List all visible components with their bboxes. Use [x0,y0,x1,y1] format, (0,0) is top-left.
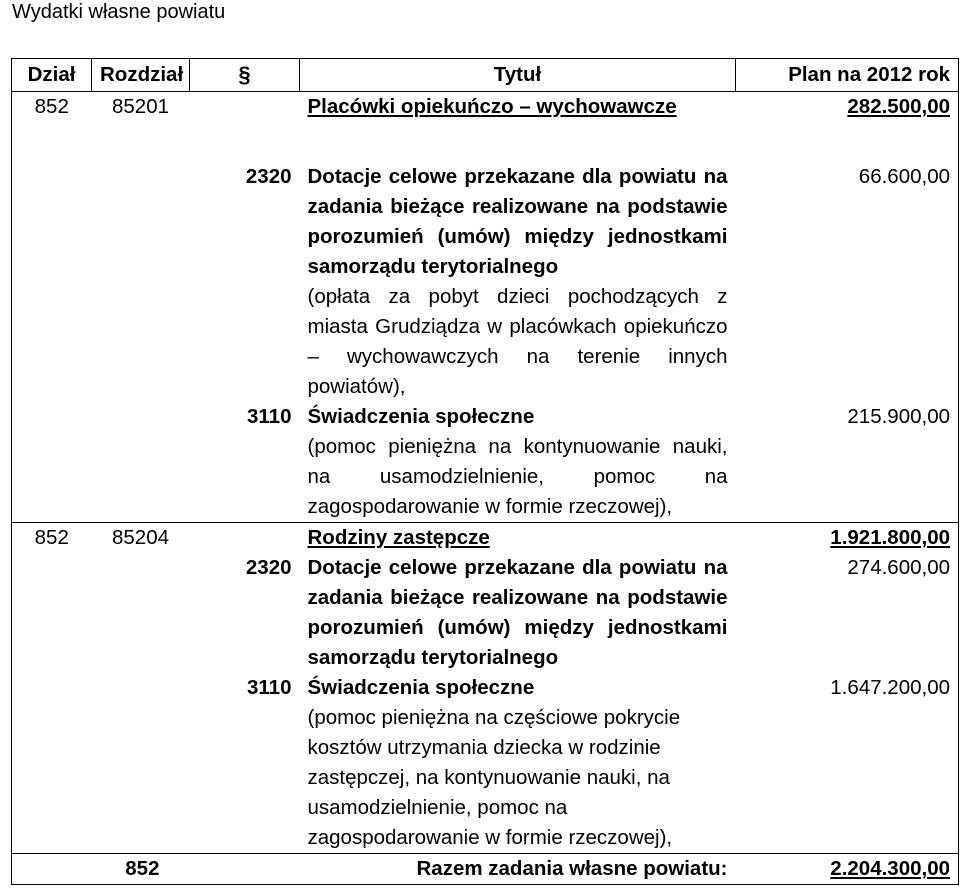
item-paragraf: 2320 [245,556,292,579]
section-title: Rodziny zastępcze [300,523,736,554]
item-description [300,402,736,523]
item-title: Świadczenia społeczne [307,676,535,699]
header-plan: Plan na 2012 rok [736,59,959,92]
item-row [12,162,959,402]
item-amount: 215.900,00 [847,405,950,428]
header-tytul: Tytuł [300,59,736,92]
item-amount: 66.600,00 [858,165,950,188]
item-description [300,673,736,854]
paragraph-icon: § [190,59,300,92]
item-row [12,553,959,673]
item-title: Świadczenia społeczne [307,405,535,428]
item-note: (pomoc pieniężna na częściowe pokrycie kosztów utrzymania dziecka w rodzinie zastępczej, na kontynuowanie nauki, na usamodzielnienie, pomoc na zagospodarowanie w formie rzeczowej), [307,706,681,849]
section-rozdzial: 85201 [92,92,190,123]
page-title: Wydatki własne powiatu [12,1,226,23]
total-dzial: 852 [12,854,190,885]
header-row [12,59,959,92]
section-row [12,92,959,123]
total-label: Razem zadania własne powiatu: [190,854,736,885]
item-description [300,162,736,402]
item-paragraf: 3110 [247,676,292,699]
item-row [12,673,959,854]
item-paragraf: 3110 [247,405,292,428]
item-row [12,402,959,523]
expenses-table [11,58,959,885]
item-amount: 1.647.200,00 [830,676,950,699]
section-row [12,523,959,554]
total-row [12,854,959,885]
section-amount: 1.921.800,00 [736,523,959,554]
header-dzial: Dział [12,59,92,92]
total-amount: 2.204.300,00 [736,854,959,885]
item-amount: 274.600,00 [847,556,950,579]
item-note: (opłata za pobyt dzieci pochodzących z miasta Grudziądza w placówkach opiekuńczo – wychowawczych na terenie innych powiatów), [307,285,728,398]
section-title: Placówki opiekuńczo – wychowawcze [300,92,736,123]
item-description [300,553,736,673]
section-rozdzial: 85204 [92,523,190,554]
header-rozdzial: Rozdział [92,59,190,92]
item-title: Dotacje celowe przekazane dla powiatu na zadania bieżące realizowane na podstawie porozumień (umów) między jednostkami samorządu terytorialnego [307,556,728,669]
item-title: Dotacje celowe przekazane dla powiatu na zadania bieżące realizowane na podstawie porozumień (umów) między jednostkami samorządu terytorialnego [307,165,728,278]
item-paragraf: 2320 [245,165,292,188]
section-dzial: 852 [12,92,92,123]
item-note: (pomoc pieniężna na kontynuowanie nauki, na usamodzielnienie, pomoc na zagospodarowanie w formie rzeczowej), [307,435,728,518]
section-amount: 282.500,00 [736,92,959,123]
section-dzial: 852 [12,523,92,554]
